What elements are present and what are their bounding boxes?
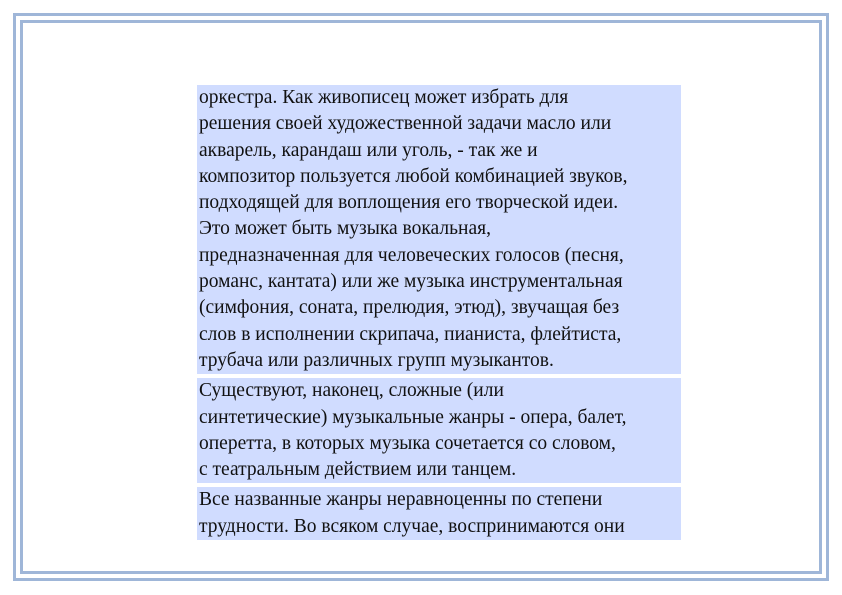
text-line: Все названные жанры неравноценны по степени <box>199 489 603 511</box>
text-line: Существуют, наконец, сложные (или <box>199 380 504 402</box>
slide-text-body <box>197 85 681 540</box>
text-line: трудности. Во всяком случае, воспринимаются они <box>199 515 625 537</box>
text-line: подходящей для воплощения его творческой идеи. <box>199 192 619 214</box>
text-line: с театральным действием или танцем. <box>199 459 517 481</box>
text-line: композитор пользуется любой комбинацией звуков, <box>199 165 628 187</box>
text-line: (симфония, соната, прелюдия, этюд), звучащая без <box>199 297 620 319</box>
text-line: оркестра. Как живописец может избрать для <box>199 87 569 108</box>
text-line: Это может быть музыка вокальная, <box>199 218 491 240</box>
text-line: слов в исполнении скрипача, пианиста, флейтиста, <box>199 323 622 345</box>
text-line: решения своей художественной задачи масло или <box>199 113 612 135</box>
text-line: синтетические) музыкальные жанры - опера, балет, <box>199 406 627 428</box>
text-line: трубача или различных групп музыкантов. <box>199 349 554 371</box>
paragraph-synthetic-genres <box>197 378 681 483</box>
text-line: оперетта, в которых музыка сочетается со словом, <box>199 432 616 454</box>
paragraph-genre-difficulty <box>197 487 681 540</box>
text-line: романс, кантата) или же музыка инструментальная <box>199 271 623 293</box>
text-line: предназначенная для человеческих голосов (песня, <box>199 244 624 266</box>
paragraph-genres-vocal-instrumental <box>197 85 681 374</box>
text-line: акварель, карандаш или уголь, - так же и <box>199 139 538 161</box>
